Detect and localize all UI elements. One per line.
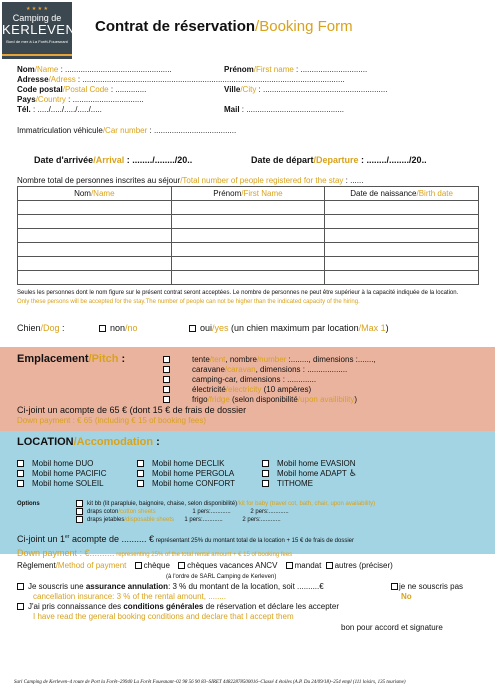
people-intro: Nombre total de personnes inscrites au séjour xyxy=(17,176,181,185)
loc-deposit-sup: er xyxy=(65,534,70,540)
location-title-colon: : xyxy=(153,436,160,448)
table-row xyxy=(18,215,479,229)
table-row xyxy=(18,229,479,243)
people-table-header xyxy=(18,187,479,201)
ancv-label: chèques vacances ANCV xyxy=(187,561,278,570)
dog-colon: : xyxy=(59,323,65,333)
people-note-en: Only these persons will be accepted for the stay.The number of people can not be higher than the indicated capacity of the hiring. xyxy=(17,299,360,305)
table-cell[interactable] xyxy=(18,215,172,229)
people-table xyxy=(17,186,479,285)
adresse-dots: : ...................................................................................................................... xyxy=(75,75,345,84)
logo-tagline: Bord de mer à La Forêt-Fouesnant xyxy=(6,39,68,44)
mobilhome-adapt[interactable] xyxy=(262,469,357,479)
ville-label-en: /City xyxy=(240,85,257,94)
disposable-sheets-1p: 1 pers:............ xyxy=(184,517,223,524)
payment-order: (à l'ordre de SARL Camping de Kerleven) xyxy=(166,574,277,580)
tent-label: tente xyxy=(192,355,210,364)
loc-deposit-1: Ci-joint un 1 xyxy=(17,534,66,544)
table-cell[interactable] xyxy=(325,215,479,229)
logo-name: KERLEVEN xyxy=(2,22,76,37)
table-cell[interactable] xyxy=(171,271,325,285)
logo-top: Camping de xyxy=(12,13,62,23)
pitch-deposit-fr: Ci-joint un acompte de 65 € (dont 15 € de frais de dossier xyxy=(17,405,247,415)
pitch-title-colon: : xyxy=(118,353,126,365)
other-checkbox[interactable] xyxy=(326,562,333,569)
adapt-checkbox[interactable] xyxy=(262,470,269,477)
col-header-nom xyxy=(18,187,172,201)
table-cell[interactable] xyxy=(18,271,172,285)
electricity-amps: (10 ampères) xyxy=(261,385,312,394)
option-baby-kit[interactable] xyxy=(76,500,375,508)
dog-no-checkbox[interactable] xyxy=(99,325,106,332)
conditions-text-1: J'ai pris connaissance des xyxy=(28,602,124,611)
tent-checkbox[interactable] xyxy=(163,356,170,363)
soleil-checkbox[interactable] xyxy=(17,480,24,487)
insurance-text-1: Je souscris une xyxy=(28,582,86,591)
pacific-checkbox[interactable] xyxy=(17,470,24,477)
nom-label-en: /Name xyxy=(34,65,59,74)
disposable-sheets-2p: 2 pers:............ xyxy=(242,517,281,524)
ancv-checkbox[interactable] xyxy=(178,562,185,569)
pitch-options xyxy=(163,355,376,405)
tent-label-en: /tent xyxy=(209,355,226,364)
payment-label-en: /Method of payment xyxy=(55,561,127,570)
location-title-fr: LOCATION xyxy=(17,436,74,448)
cp-label-en: /Postal Code xyxy=(62,85,109,94)
field-ville[interactable] xyxy=(224,85,387,95)
conditions-text-2: de réservation et déclare les accepter xyxy=(203,602,340,611)
cotton-sheets-1p: 1 pers:............ xyxy=(192,509,231,516)
electricity-label-en: /electricity xyxy=(225,385,262,394)
dog-close: ) xyxy=(385,323,389,333)
pacific-label: Mobil home PACIFIC xyxy=(32,469,107,478)
campingcar-checkbox[interactable] xyxy=(163,376,170,383)
ville-dots: : ........................................................ xyxy=(256,85,388,94)
caravan-checkbox[interactable] xyxy=(163,366,170,373)
tel-label: Tél. xyxy=(17,105,31,114)
dog-max: (un chien maximum par location xyxy=(228,323,359,333)
insurance-checkbox[interactable] xyxy=(17,583,24,590)
mail-label: Mail xyxy=(224,105,240,114)
declik-checkbox[interactable] xyxy=(137,460,144,467)
location-title-en: /Accomodation xyxy=(73,436,154,448)
tithome-label: TITHOME xyxy=(277,479,313,488)
loc-deposit-en-2: representing 25% of the total rental amount + € 15 of booking fees xyxy=(114,552,293,558)
mobilhome-pergola[interactable] xyxy=(137,469,235,479)
field-tel[interactable] xyxy=(17,105,102,115)
insurance-row[interactable] xyxy=(17,582,324,592)
cheque-checkbox[interactable] xyxy=(135,562,142,569)
table-cell[interactable] xyxy=(325,229,479,243)
wheelchair-icon: ♿ xyxy=(348,469,357,479)
table-cell[interactable] xyxy=(18,229,172,243)
disposable-sheets-label: draps jetables xyxy=(87,517,125,524)
field-prenom[interactable] xyxy=(224,65,367,75)
insurance-no-checkbox[interactable] xyxy=(391,583,398,590)
mobilhome-evasion[interactable] xyxy=(262,459,357,469)
mobilhome-duo[interactable] xyxy=(17,459,107,469)
pitch-title-fr: Emplacement xyxy=(17,353,89,365)
field-pays[interactable] xyxy=(17,95,144,105)
arrival-label: Date d'arrivée xyxy=(34,155,94,165)
table-cell[interactable] xyxy=(325,257,479,271)
evasion-checkbox[interactable] xyxy=(262,460,269,467)
mobilhome-col-1 xyxy=(17,459,107,489)
pitch-title xyxy=(17,353,125,366)
adresse-label: Adresse xyxy=(17,75,49,84)
logo-stars: ★ ★ ★ ★ xyxy=(25,6,49,12)
departure-label: Date de départ xyxy=(251,155,314,165)
caravan-label-en: /caravan xyxy=(224,365,256,374)
table-row xyxy=(18,201,479,215)
prenom-dots: : .............................. xyxy=(293,65,368,74)
col-nom-label: Nom xyxy=(74,189,91,198)
immat-label: Immatriculation véhicule xyxy=(17,126,103,135)
dog-row xyxy=(17,323,65,334)
tent-number-label: , nombre xyxy=(225,355,257,364)
mobilhome-declik[interactable] xyxy=(137,459,235,469)
departure-dots: : ......../......../20.. xyxy=(358,155,427,165)
table-cell[interactable] xyxy=(171,215,325,229)
option-disposable-sheets[interactable] xyxy=(76,516,375,524)
insurance-bold: assurance annulation xyxy=(85,582,169,591)
dog-max-en: /Max 1 xyxy=(358,323,386,333)
fridge-availability-en: /upon availibility xyxy=(297,395,355,404)
table-cell[interactable] xyxy=(325,243,479,257)
table-cell[interactable] xyxy=(18,243,172,257)
campingcar-label: camping-car xyxy=(192,375,236,384)
location-title xyxy=(17,436,160,449)
payment-row xyxy=(17,561,393,571)
dog-no-option[interactable] xyxy=(99,323,138,334)
electricity-checkbox[interactable] xyxy=(163,386,170,393)
location-options xyxy=(76,500,375,524)
dog-no-label: non xyxy=(110,323,126,333)
options-label: Options xyxy=(17,501,40,507)
logo-stripe xyxy=(2,54,72,56)
field-adresse[interactable] xyxy=(17,75,345,85)
location-deposit-en xyxy=(17,543,292,561)
title-fr: Contrat de réservation xyxy=(95,18,256,35)
fridge-checkbox[interactable] xyxy=(163,396,170,403)
page-title xyxy=(95,18,353,36)
fridge-close: ) xyxy=(354,395,357,404)
table-cell[interactable] xyxy=(325,271,479,285)
table-cell[interactable] xyxy=(171,229,325,243)
field-arrival[interactable] xyxy=(34,155,192,166)
footer: Sarl Camping de Kerleven–4 route de Port la Forêt–29940 La Forêt Fouesnant–02 98 56 90 83–SIRET 44822878500016–Classé 4 étoiles (A.P. Du 24/09/18)–254 empl (111 loisirs, 135 tourisme) xyxy=(14,680,406,685)
col-birth-label-en: /Birth date xyxy=(416,189,453,198)
duo-label: Mobil home DUO xyxy=(32,459,94,468)
conditions-row[interactable] xyxy=(17,602,339,612)
disposable-sheets-checkbox[interactable] xyxy=(76,516,83,523)
insurance-en: cancellation insurance: 3 % of the rental amount, ........ xyxy=(33,592,226,601)
tel-dots: : ...../...../...../...../..... xyxy=(30,105,102,114)
mobilhome-confort[interactable] xyxy=(137,479,235,489)
arrival-label-en: /Arrival xyxy=(93,155,125,165)
col-header-prenom xyxy=(171,187,325,201)
field-nom[interactable] xyxy=(17,65,172,75)
payment-mandat[interactable] xyxy=(286,561,322,570)
conditions-checkbox[interactable] xyxy=(17,603,24,610)
option-cotton-sheets[interactable] xyxy=(76,508,375,516)
conditions-en: I have read the general booking conditions and declare that I accept them xyxy=(33,612,294,621)
evasion-label: Mobil home EVASION xyxy=(277,459,356,468)
dog-yes-label-en: /yes xyxy=(212,323,229,333)
tent-dims: :........, dimensions :......., xyxy=(286,355,376,364)
insurance-no-row[interactable] xyxy=(391,582,463,592)
mobilhome-soleil[interactable] xyxy=(17,479,107,489)
signature-label: bon pour accord et signature xyxy=(341,623,443,632)
table-cell[interactable] xyxy=(18,201,172,215)
immat-dots: : ..................................... xyxy=(147,126,237,135)
cotton-sheets-label: draps coton xyxy=(87,509,119,516)
pitch-option-campingcar[interactable] xyxy=(163,375,376,385)
people-intro-en: /Total number of people registered for the stay xyxy=(180,176,344,185)
conditions-bold: conditions générales xyxy=(123,602,204,611)
pitch-deposit-en: Down payment : € 65 (including € 15 of booking fees) xyxy=(17,416,207,425)
loc-deposit-2: acompte de .......... € xyxy=(69,534,155,544)
prenom-label-en: /First name xyxy=(253,65,294,74)
pays-label: Pays xyxy=(17,95,36,104)
insurance-no-en: No xyxy=(401,592,412,601)
mobilhome-col-3 xyxy=(262,459,357,489)
logo xyxy=(2,2,76,59)
confort-label: Mobil home CONFORT xyxy=(152,479,235,488)
mandat-checkbox[interactable] xyxy=(286,562,293,569)
table-row xyxy=(18,257,479,271)
mobilhome-col-2 xyxy=(137,459,235,489)
payment-label: Règlement xyxy=(17,561,56,570)
cotton-sheets-2p: 2 pers:............ xyxy=(250,509,289,516)
cotton-sheets-checkbox[interactable] xyxy=(76,508,83,515)
cheque-label: chèque xyxy=(143,561,170,570)
field-departure[interactable] xyxy=(251,155,427,166)
departure-label-en: /Departure xyxy=(313,155,359,165)
loc-deposit-small: représentant 25% du montant total de la location + 15 € de frais de dossier xyxy=(154,538,354,544)
fridge-availability: (selon disponibilité xyxy=(229,395,298,404)
people-note xyxy=(17,289,479,306)
people-note-fr: Seules les personnes dont le nom figure sur le présent contrat seront acceptées. Le nombre de personnes ne peut être supérieur à la capacité indiquée de la location. xyxy=(17,290,459,296)
dog-label-en: /Dog xyxy=(40,323,60,333)
tent-number-label-en: /number xyxy=(256,355,287,364)
mobilhome-pacific[interactable] xyxy=(17,469,107,479)
loc-deposit-en-1: Down payment : €.......... xyxy=(17,548,115,558)
adapt-label: Mobil home ADAPT xyxy=(277,469,347,478)
pitch-option-caravan[interactable] xyxy=(163,365,376,375)
table-cell[interactable] xyxy=(325,201,479,215)
disposable-sheets-label-en: /disposable sheets xyxy=(124,517,175,524)
people-count[interactable] xyxy=(17,176,363,186)
col-prenom-label: Prénom xyxy=(213,189,242,198)
mobilhome-tithome[interactable] xyxy=(262,479,357,489)
payment-cheque[interactable] xyxy=(135,561,170,570)
payment-ancv[interactable] xyxy=(178,561,277,570)
field-immatriculation[interactable] xyxy=(17,126,236,136)
campingcar-dims: , dimensions : ............. xyxy=(235,375,317,384)
pergola-label: Mobil home PERGOLA xyxy=(152,469,235,478)
arrival-dots: : ......../......../20.. xyxy=(124,155,193,165)
pays-label-en: /Country xyxy=(35,95,66,104)
pitch-option-tent[interactable] xyxy=(163,355,376,365)
mail-dots: : ............................................ xyxy=(239,105,345,114)
table-cell[interactable] xyxy=(18,257,172,271)
caravan-label: caravane xyxy=(192,365,225,374)
title-sep: / xyxy=(255,18,260,35)
dog-no-label-en: /no xyxy=(125,323,138,333)
dog-label: Chien xyxy=(17,323,41,333)
ville-label: Ville xyxy=(224,85,241,94)
baby-kit-label: kit bb (lit parapluie, baignoire, chaise, selon disponibilité) xyxy=(87,501,238,508)
confort-checkbox[interactable] xyxy=(137,480,144,487)
baby-kit-label-en: /kit for baby (travel cot, bath, chair, upon availability) xyxy=(237,501,376,508)
baby-kit-checkbox[interactable] xyxy=(76,500,83,507)
table-row xyxy=(18,243,479,257)
dog-yes-option[interactable] xyxy=(189,323,389,334)
dog-yes-checkbox[interactable] xyxy=(189,325,196,332)
fridge-label-en: /fridge xyxy=(207,395,230,404)
prenom-label: Prénom xyxy=(224,65,254,74)
tithome-checkbox[interactable] xyxy=(262,480,269,487)
declik-label: Mobil home DECLIK xyxy=(152,459,225,468)
caravan-dims: , dimensions : .................. xyxy=(255,365,348,374)
adresse-label-en: /Adress xyxy=(48,75,76,84)
payment-other[interactable] xyxy=(326,561,393,570)
electricity-label: électricité xyxy=(192,385,226,394)
col-nom-label-en: /Name xyxy=(90,189,115,198)
col-header-birth xyxy=(325,187,479,201)
insurance-text-2: : 3 % du montant de la location, soit ..........€ xyxy=(168,582,324,591)
pitch-option-electricity[interactable] xyxy=(163,385,376,395)
pitch-option-fridge[interactable] xyxy=(163,395,376,405)
people-dots: : ...... xyxy=(343,176,364,185)
soleil-label: Mobil home SOLEIL xyxy=(32,479,104,488)
duo-checkbox[interactable] xyxy=(17,460,24,467)
cp-label: Code postal xyxy=(17,85,63,94)
col-prenom-label-en: /First Name xyxy=(241,189,283,198)
pitch-title-en: /Pitch xyxy=(88,353,119,365)
fridge-label: frigo xyxy=(192,395,208,404)
field-code-postal[interactable] xyxy=(17,85,146,95)
field-mail[interactable] xyxy=(224,105,344,115)
other-label: autres (préciser) xyxy=(334,561,393,570)
pays-dots: : ................................ xyxy=(65,95,144,104)
table-cell[interactable] xyxy=(171,243,325,257)
table-cell[interactable] xyxy=(171,257,325,271)
col-birth-label: Date de naissance xyxy=(350,189,417,198)
table-row xyxy=(18,271,479,285)
title-en: Booking Form xyxy=(259,18,353,35)
pergola-checkbox[interactable] xyxy=(137,470,144,477)
nom-dots: : ................................................ xyxy=(58,65,172,74)
dog-yes-label: oui xyxy=(200,323,213,333)
immat-label-en: /Car number xyxy=(102,126,148,135)
mandat-label: mandat xyxy=(294,561,322,570)
nom-label: Nom xyxy=(17,65,35,74)
insurance-no-label: je ne souscris pas xyxy=(399,582,464,591)
table-cell[interactable] xyxy=(171,201,325,215)
cotton-sheets-label-en: /cotton sheets xyxy=(118,509,156,516)
cp-dots: : .............. xyxy=(108,85,147,94)
